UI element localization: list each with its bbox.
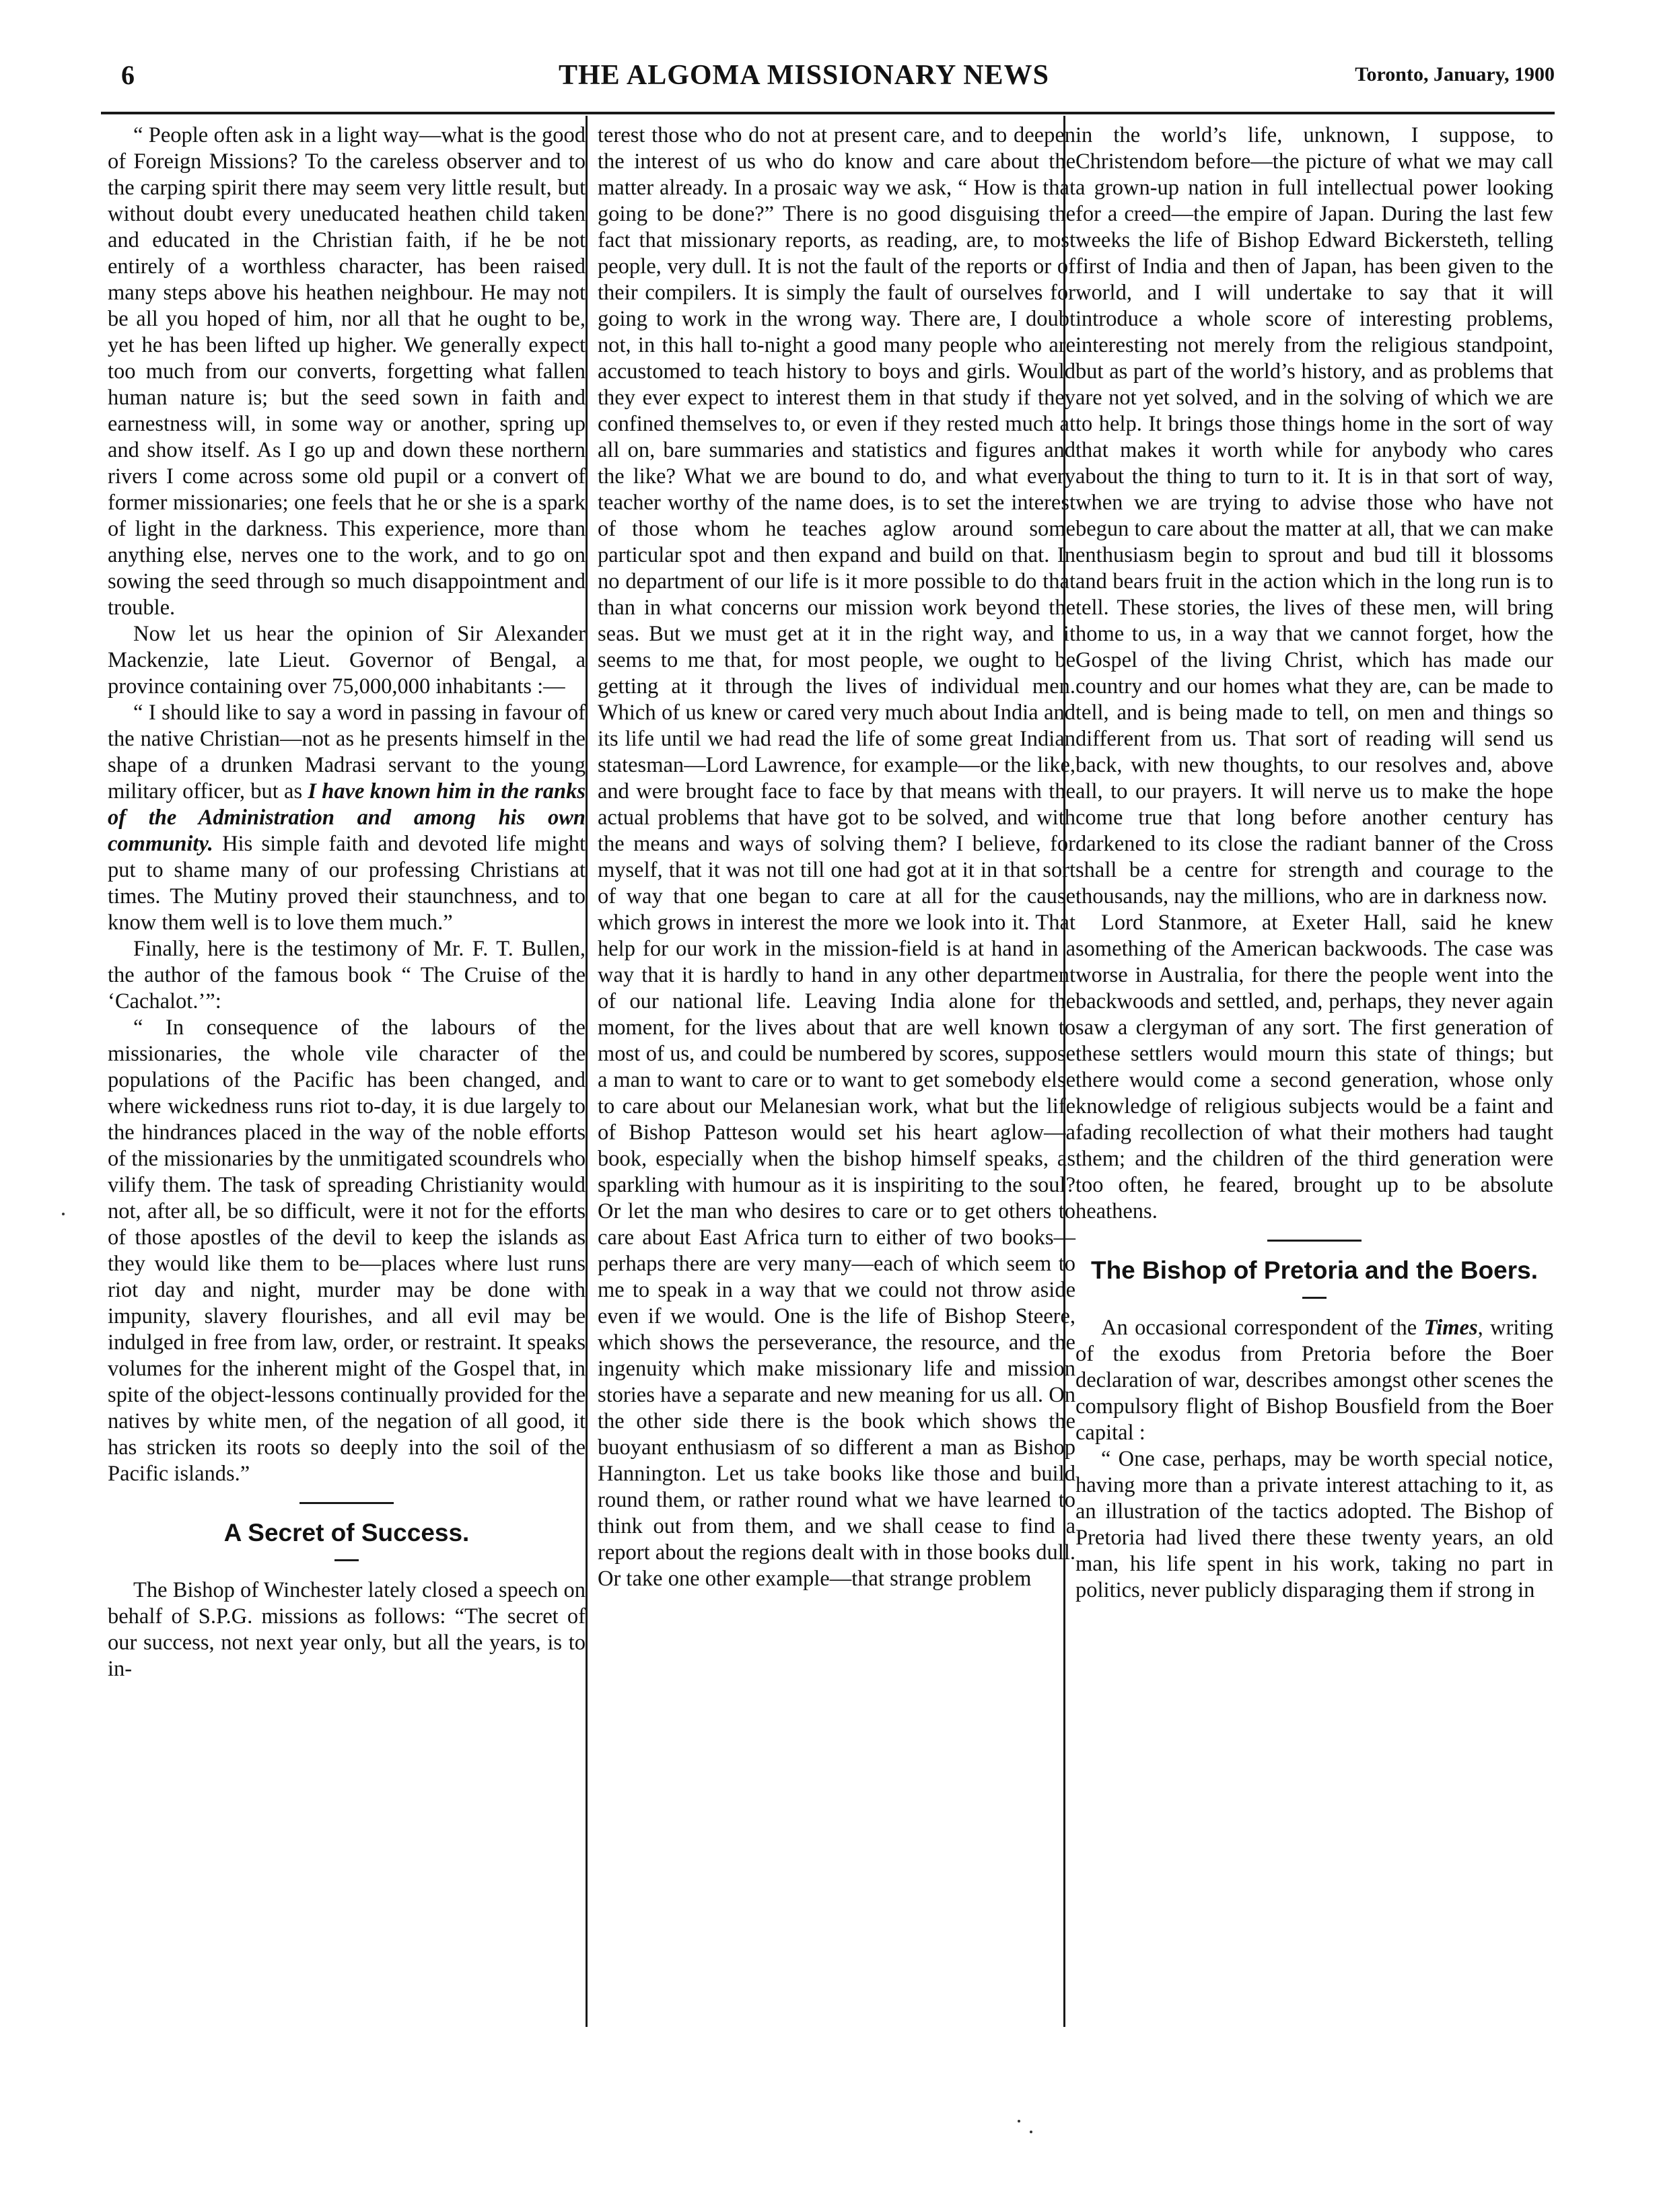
text-run: His simple faith and devoted life might put to shame many of our professing Christians at times. The Mutiny proved their staunchness, and to know them well is to love them much.”	[108, 832, 586, 935]
italic-emphasis: Times	[1423, 1316, 1478, 1340]
paragraph	[108, 700, 586, 936]
text-run: “ I should like to say a word in passing in favour of the native Christian—not as he presents himself in the shape of a drunken Madrasi servant to the young military officer, but as	[108, 701, 586, 804]
heading-dash	[1302, 1297, 1327, 1299]
paragraph: “ In consequence of the labours of the missionaries, the whole vile character of the populations of the Pacific has been changed, and where wickedness runs riot to-day, it is due largely to the hindrances placed in the way of the noble efforts of the missionaries by the unmitigated scoundrels who vilify them. The task of spreading Christianity would not, after all, be so difficult, were it not for the efforts of those apostles of the devil to keep the islands as they would like them to be—places where lust runs riot day and night, murder may be done with impunity, slavery flourishes, and all evil may be indulged in free from law, order, or restraint. It speaks volumes for the inherent might of the Gospel that, in spite of the object-lessons continually provided for the natives by white men, of the negation of all good, it has stricken its roots so deeply into the soil of the Pacific islands.”	[108, 1015, 586, 1486]
text-run: An occasional correspondent of the	[1101, 1316, 1424, 1340]
page-header	[101, 59, 1555, 106]
section-heading: A Secret of Success.	[223, 1519, 470, 1546]
section-separator	[1267, 1240, 1362, 1242]
ink-speck	[1018, 2120, 1020, 2122]
paragraph: “ People often ask in a light way—what is the good of Foreign Missions? To the careless observer and to the carping spirit there may seem very little result, but without doubt every uneducated heathen child taken and educated in the Christian faith, if he be not entirely of a worthless character, has been raised many steps above his heathen neighbour. He may not be all you hoped of him, nor all that he ought to be, yet he has been lifted up higher. We generally expect too much from our converts, forgetting what fallen human nature is; but the seed sown in faith and earnestness will, in some way or another, spring up and show itself. As I go up and down these northern rivers I come across some old pupil or a convert of former missionaries; one feels that he or she is a spark of light in the darkness. This experience, more than anything else, nerves one to the work, and to go on sowing the seed through so much disappointment and trouble.	[108, 123, 586, 620]
dateline: Toronto, January, 1900	[1355, 63, 1555, 85]
ink-speck	[62, 1213, 65, 1215]
paragraph: The Bishop of Winchester lately closed a speech on behalf of S.P.G. missions as follows: “The secret of our success, not next year only, but all the years, is to in-	[108, 1578, 586, 1681]
paragraph: in the world’s life, unknown, I suppose, to Christendom before—the picture of what we may call a grown-up nation in full intellectual power looking for a creed—the empire of Japan. During the last few weeks the life of Bishop Edward Bickersteth, telling first of India and then of Japan, has been given to the world, and I will undertake to say that it will introduce a whole score of interesting problems, interesting not merely from the religious standpoint, but as part of the world’s history, and as problems that are not yet solved, and in the solving of which we are to help. It brings those things home in the sort of way that makes it worth while for anybody who cares about the thing to turn to it. It is in that sort of way, when we are trying to advise those who have not begun to care about the matter at all, that we can make enthusiasm begin to sprout and bud till it blossoms and bears fruit in the action which in the long run is to tell. These stories, the lives of these men, will bring home to us, in a way that we cannot forget, how the Gospel of the living Christ, which has made our country and our homes what they are, can be made to tell, and is being made to tell, on men and things so different from us. That sort of reading will send us back, with new thoughts, to our resolves and, above all, to our prayers. It will nerve us to make the hope come true that long before another century has darkened to its close the radiant banner of the Cross shall be a centre for strength and courage to the thousands, nay the millions, who are in darkness now.	[1075, 123, 1553, 908]
paragraph: Now let us hear the opinion of Sir Alexander Mackenzie, late Lieut. Governor of Bengal, a province containing over 75,000,000 inhabitants :—	[108, 622, 586, 699]
heading-dash	[334, 1559, 359, 1561]
paragraph: Finally, here is the testimony of Mr. F. T. Bullen, the author of the famous book “ The Cruise of the ‘Cachalot.’”:	[108, 937, 586, 1013]
header-rule	[101, 112, 1555, 114]
paragraph: terest those who do not at present care, and to deepen the interest of us who do know and care about the matter already. In a prosaic way we ask, “ How is that going to be done?” There is no good disguising the fact that missionary reports, as reading, are, to most people, very dull. It is not the fault of the reports or of their compilers. It is simply the fault of ourselves for going to work in the wrong way. There are, I doubt not, in this hall to-night a good many people who are accustomed to teach history to boys and girls. Would they ever expect to interest them in that study if they confined themselves to, or even if they rested much at all on, bare summaries and statistics and figures and the like? What we are bound to do, and what every teacher worthy of the name does, is to set the interest of those whom he teaches aglow around some particular spot and then expand and build on that. In no department of our life is it more possible to do that than in what concerns our mission work beyond the seas. But we must get at it in the right way, and it seems to me that, for most people, we ought to be getting at it through the lives of individual men. Which of us knew or cared very much about India and its life until we had read the life of some great Indian statesman—Lord Lawrence, for example—or the like, and were brought face to face by that means with the actual problems that have got to be solved, and with the means and ways of solving them? I believe, for myself, that it was not till one had got at it in that sort of way that one began to care at all for the cause which grows in interest the more we look into it. That help for our work in the mission-field is at hand in a way that it is hardly to hand in any other department of our national life. Leaving India alone for the moment, for the lives about that are well known to most of us, and could be numbered by scores, suppose a man to want to care or to want to get somebody else to care about our Melanesian work, what but the life of Bishop Patteson would set his heart aglow—a book, especially when the bishop himself speaks, as sparkling with humour as it is inspiriting to the soul? Or let the man who desires to care or to get others to care about East Africa turn to either of two books—perhaps there are very many—each of which seem to me to speak in a way that we could not throw aside even if we would. One is the life of Bishop Steere, which shows the perseverance, the resource, and the ingenuity which make missionary life and mission stories have a separate and new meaning for us all. On the other side there is the book which shows the buoyant enthusiasm of so different a man as Bishop Hannington. Let us take books like those and build round them, or rather round what we have learned to think out from them, and we shall cease to find a report about the regions dealt with in those books dull. Or take one other example—that strange problem	[598, 123, 1075, 1591]
italic-emphasis: I have known him in the ranks of the Administration and among his own community.	[108, 779, 586, 856]
paragraph: “ One case, perhaps, may be worth special notice, having more than a private interest attaching to it, as an illustration of the tactics adopted. The Bishop of Pretoria had lived there these twenty years, an old man, his life spent in his work, taking no part in politics, never publicly disparaging them if strong in	[1075, 1447, 1553, 1602]
masthead-title: THE ALGOMA MISSIONARY NEWS	[559, 60, 1049, 91]
column-divider	[586, 116, 588, 2027]
paragraph	[1075, 1315, 1553, 1446]
paragraph: Lord Stanmore, at Exeter Hall, said he knew something of the American backwoods. The case was worse in Australia, for there the people went into the backwoods and settled, and, perhaps, they never again saw a clergyman of any sort. The first generation of these settlers would mourn this state of things; but there would come a second generation, whose only knowledge of religious subjects would be a faint and fading recollection of what their mothers had taught them; and the children of the third generation were too often, he feared, brought up to be absolute heathens.	[1075, 911, 1553, 1223]
section-separator	[299, 1502, 394, 1504]
text-run: , writing of the exodus from Pretoria before the Boer declaration of war, describes amongst other scenes the compulsory flight of Bishop Bousfield from the Boer capital :	[1075, 1316, 1553, 1445]
column-1	[108, 122, 586, 1682]
page-number: 6	[121, 60, 135, 90]
ink-speck	[1030, 2131, 1032, 2133]
column-2	[598, 122, 1075, 1592]
section-heading: The Bishop of Pretoria and the Boers.	[1090, 1256, 1539, 1284]
column-3	[1075, 122, 1553, 1604]
